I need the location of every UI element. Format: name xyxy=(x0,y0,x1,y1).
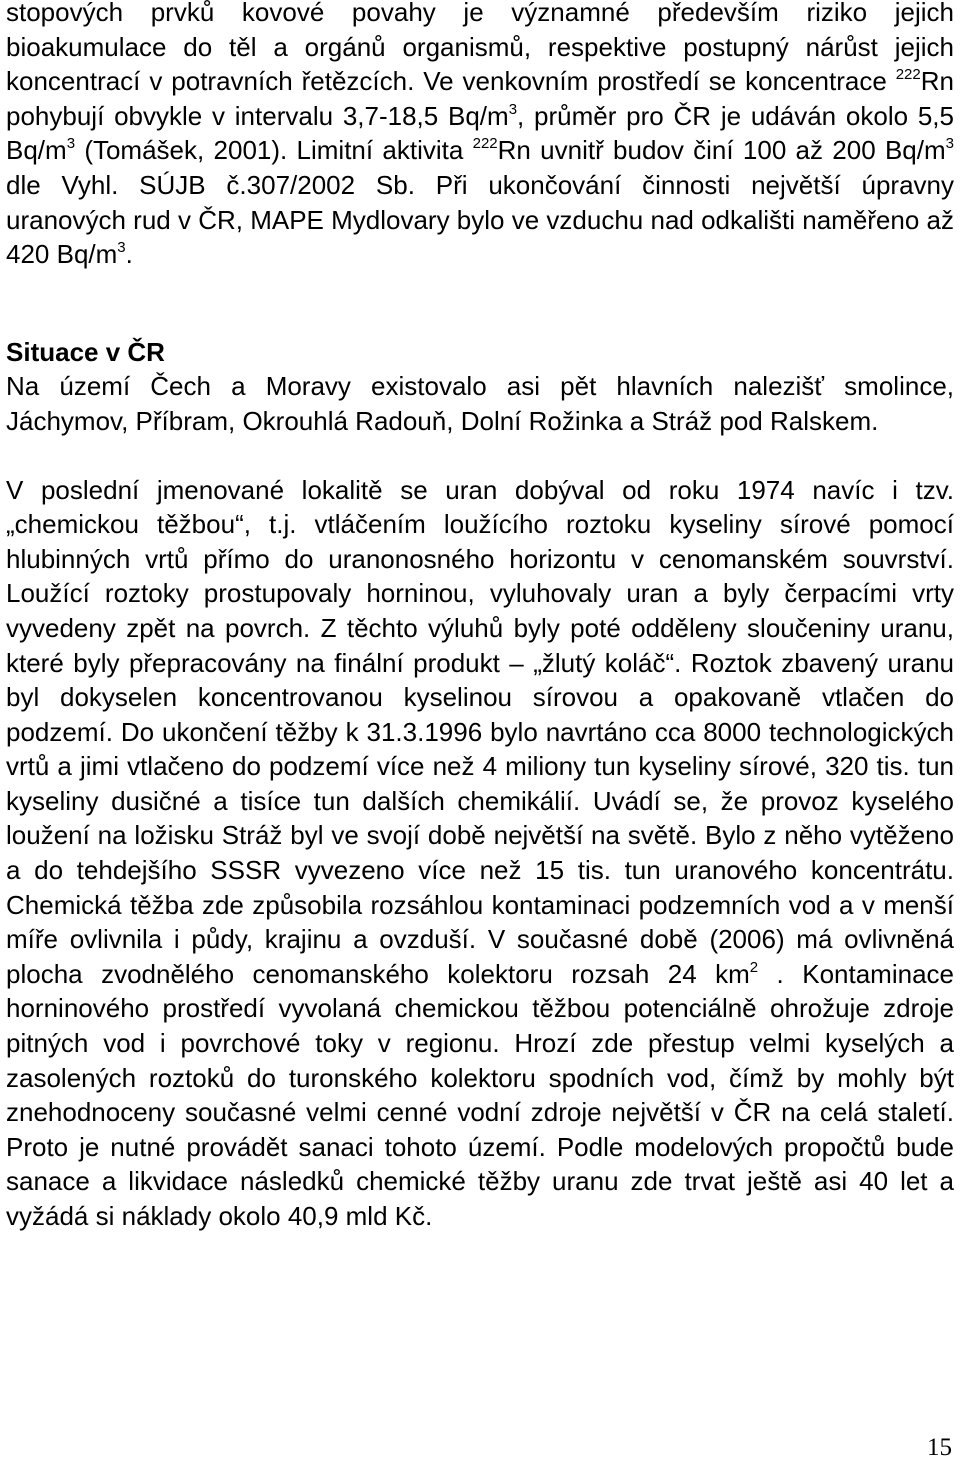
section-heading: Situace v ČR xyxy=(6,336,165,367)
document-page xyxy=(6,0,954,1234)
superscript: 222 xyxy=(895,66,921,84)
paragraph-radon-concentration xyxy=(6,0,954,272)
superscript: 222 xyxy=(472,135,498,153)
superscript: 3 xyxy=(117,239,126,257)
paragraph-chemical-mining xyxy=(6,473,954,1234)
superscript: 3 xyxy=(508,100,518,118)
text-run: V poslední jmenované lokalitě se uran dobýval od roku 1974 navíc i tzv. „chemickou těžbou“, t.j. vtláčením loužícího roztoku kyseliny sírové pomocí hlubinných vrtů přímo do uranonosného horizontu v cenomanském souvrství. Loužící roztoky prostupovaly horninou, vyluhovaly uran a byly čerpacími vrty vyvedeny zpět na povrch. Z těchto výluhů byly poté odděleny sloučeniny uranu, které byly přepracovány na finální produkt – „žlutý koláč“. Roztok zbavený uranu byl dokyselen koncentrovanou kyselinou sírovou a opakovaně vtlačen do podzemí. Do ukončení těžby k 31.3.1996 bylo navrtáno cca 8000 technologických vrtů a jimi vtlačeno do podzemí více než 4 miliony tun kyseliny sírové, 320 tis. tun kyseliny dusičné a tisíce tun dalších chemikálií. Uvádí se, že provoz kyselého loužení na ložisku Stráž byl ve svojí době největší na světě. Bylo z něho vytěženo a do tehdejšího SSSR vyvezeno více než 15 tis. tun uranového koncentrátu. Chemická těžba zde způsobila rozsáhlou kontaminaci podzemních vod a v menší míře ovlivnila i půdy, krajinu a ovzduší. V současné době (2006) má ovlivněná plocha zvodnělého cenomanského kolektoru rozsah 24 km xyxy=(6,474,954,989)
text-run: dle Vyhl. SÚJB č.307/2002 Sb. Při ukončování činnosti největší úpravny uranových rud v ČR, MAPE Mydlovary bylo ve vzduchu nad odkališti naměřeno až 420 Bq/m xyxy=(6,169,954,270)
superscript: 2 xyxy=(749,958,759,976)
text-run: , průměr pro ČR je udáván okolo 5,5 Bq/m xyxy=(6,100,954,166)
text-run: stopových prvků kovové povahy je významné především riziko jejich bioakumulace do těl a orgánů organismů, respektive postupný nárůst jejich koncentrací v potravních řetězcích. Ve venkovním prostředí se koncentrace xyxy=(6,0,954,97)
paragraph-uranium-deposits: Na území Čech a Moravy existovalo asi pět hlavních nalezišť smolince, Jáchymov, Příbram, Okrouhlá Radouň, Dolní Rožinka a Stráž pod Ralskem. xyxy=(6,371,954,436)
page-number: 15 xyxy=(927,1434,952,1461)
text-run: . xyxy=(125,239,133,270)
superscript: 3 xyxy=(945,135,954,153)
text-run: (Tomášek, 2001). Limitní aktivita xyxy=(75,135,473,166)
text-run: . Kontaminace horninového prostředí vyvolaná chemickou těžbou potenciálně ohrožuje zdroje pitných vod i povrchové toky v regionu. Hrozí zde přestup velmi kyselých a zasolených roztoků do turonského kolektoru spodních vod, čímž by mohly být znehodnoceny současné velmi cenné vodní zdroje největší v ČR na celá staletí. Proto je nutné provádět sanaci tohoto území. Podle modelových propočtů bude sanace a likvidace následků chemické těžby uranu zde trvat ještě asi 40 let a vyžádá si náklady okolo 40,9 mld Kč. xyxy=(6,958,954,1231)
superscript: 3 xyxy=(66,135,76,153)
text-run: Rn pohybují obvykle v intervalu 3,7-18,5 Bq/m xyxy=(6,66,954,131)
text-run: Rn uvnitř budov činí 100 až 200 Bq/m xyxy=(497,135,946,166)
